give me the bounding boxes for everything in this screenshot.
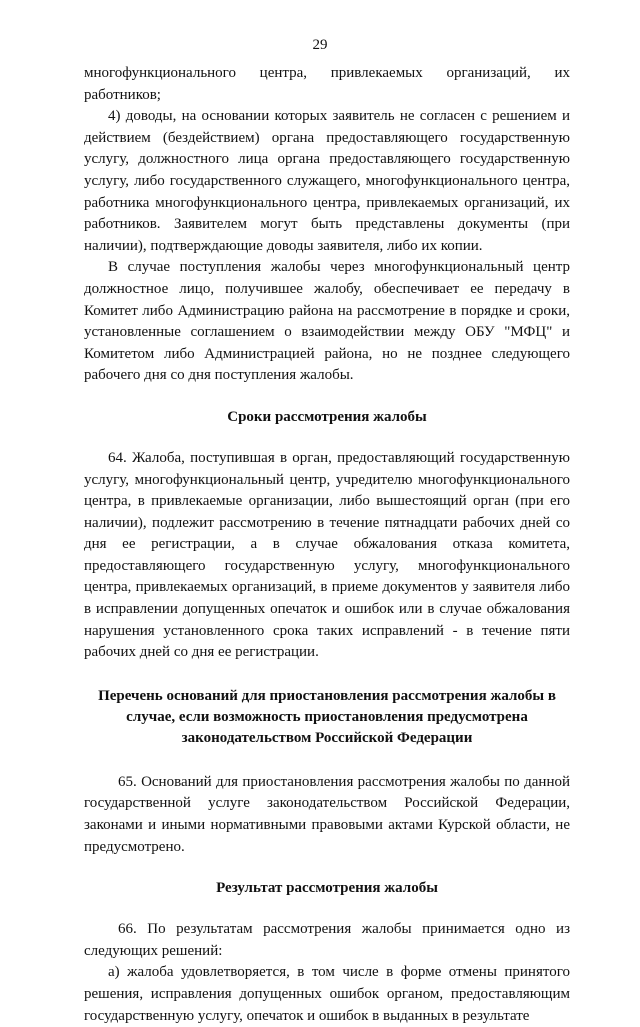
paragraph-mfc-transfer: В случае поступления жалобы через многофункциональный центр должностное лицо, получившее жалобу, обеспечивает ее передачу в Комитет либо Администрацию района на рассмотрение в порядке и сроки, установленные соглашением о взаимодействии между ОБУ "МФЦ" и Комитетом либо Администрацией района, но не позднее следующего рабочего дня со дня поступления жалобы. [84,259,570,384]
paragraph-intro: многофункционального центра, привлекаемых организаций, их работников; [84,65,570,103]
paragraph-66a: а) жалоба удовлетворяется, в том числе в форме отмены принятого решения, исправления допущенных ошибок органом, предоставляющим государственную услугу, опечаток и ошибок в выданных в результате [84,964,570,1024]
page-number: 29 [312,37,328,53]
paragraph-66: 66. По результатам рассмотрения жалобы принимается одно из следующих решений: [84,921,570,959]
heading-complaint-terms: Сроки рассмотрения жалобы [227,408,427,425]
heading-complaint-result: Результат рассмотрения жалобы [216,880,438,897]
spacer [84,428,570,448]
spacer [84,664,570,686]
spacer [84,387,570,407]
spacer [84,858,570,878]
paragraph-64: 64. Жалоба, поступившая в орган, предоставляющий государственную услугу, многофункциональный центр, учредителю многофункционального центра, в привлекаемые организации, либо вышестоящий орган (при его наличии), подлежит рассмотрению в течение пятнадцати рабочих дней со дня ее регистрации, а в случае обжалования отказа комитета, предоставляющего государственную услугу, многофункционального центра, привлекаемых организаций, в приеме документов у заявителя либо в исправлении допущенных опечаток и ошибок или в случае обжалования нарушения установленного срока таких исправлений - в течение пяти рабочих дней со дня ее регистрации. [84,449,570,661]
spacer [84,749,570,772]
spacer [84,899,570,919]
paragraph-65: 65. Оснований для приостановления рассмотрения жалобы по данной государственной услуге законодательством Российской Федерации, законами и иными нормативными правовыми актами Курской области, не предусмотрено. [84,773,570,855]
paragraph-item-4: 4) доводы, на основании которых заявитель не согласен с решением и действием (бездействием) органа предоставляющего государственную услугу, должностного лица органа предоставляющего государственную услугу, либо государственного служащего, многофункционального центра, работника многофункционального центра, привлекаемых организаций, их работников. Заявителем могут быть представлены документы (при наличии), подтверждающие доводы заявителя, либо их копии. [84,108,570,254]
heading-suspension-grounds: Перечень оснований для приостановления рассмотрения жалобы в случае, если возможность приостановления предусмотрена законодательством Российской Федерации [98,687,556,746]
document-body [84,63,570,1027]
